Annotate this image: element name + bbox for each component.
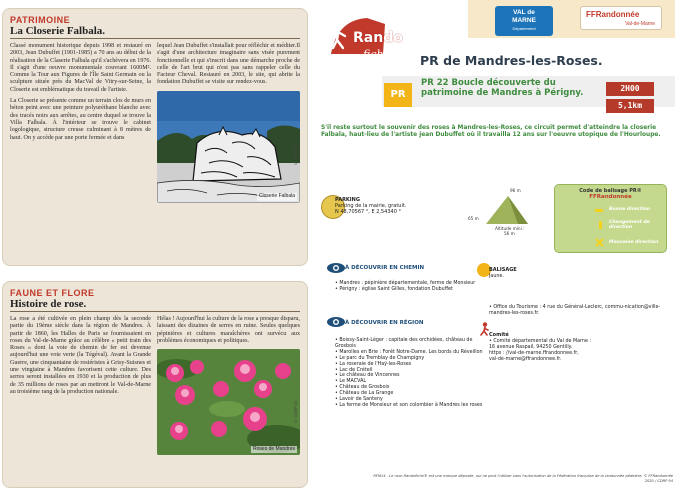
region-heading: À DÉCOUVRIR EN RÉGION xyxy=(345,320,424,326)
roses-photo xyxy=(157,349,300,455)
list-item: • La ferme de Monsieur et son colombier à Mandres les roses xyxy=(335,402,483,408)
comite-info xyxy=(489,333,669,363)
right-page xyxy=(313,0,675,492)
eye-icon xyxy=(326,316,346,328)
change-direction-mark xyxy=(599,221,602,229)
text-column xyxy=(157,43,300,203)
text-column xyxy=(10,316,151,455)
closerie-photo xyxy=(157,91,300,203)
faune-flore-box xyxy=(2,281,308,488)
section-title: La Closerie Falbala. xyxy=(10,25,300,39)
chemin-list xyxy=(335,281,480,293)
section-kicker: PATRIMOINE xyxy=(10,15,71,25)
patrimoine-box xyxy=(2,8,308,266)
comite-link[interactable]: https : //val-de-marne.ffrandonnee.fr, xyxy=(489,350,579,356)
tourisme-info: • Office du Tourisme : 4 rue du Général-Leclerc, commu-nication@ville-mandres-les-roses.fr. xyxy=(489,305,661,316)
chemin-heading: À DÉCOUVRIR EN CHEMIN xyxy=(345,265,425,271)
profile-alt-value: 56 m xyxy=(504,231,515,236)
elevation-profile xyxy=(468,186,538,236)
list-item: • Château de La Grange xyxy=(335,391,394,397)
photo-credit: © CDRP 94 xyxy=(292,142,298,166)
distance-badge: 5,1km xyxy=(606,99,654,113)
ffr-text: FFRandonnée xyxy=(586,10,640,19)
comite-heading: Comité xyxy=(489,332,509,338)
parking-info xyxy=(335,197,406,215)
parking-line: N 48,70567 °, E 2,54340 ° xyxy=(335,209,401,215)
list-item: • Périgny : église Saint Gilles, fondation Dubuffet xyxy=(335,286,453,292)
comite-line: 16 avenue Raspail, 94250 Gentilly. xyxy=(489,344,573,350)
profile-min-label: 65 m xyxy=(468,216,479,221)
legend-row: Bonne direction xyxy=(609,207,651,212)
legend-heading: Code de balisage PR® xyxy=(579,188,642,194)
logo-fiche-text: fiche xyxy=(363,48,391,61)
section-title: Histoire de rose. xyxy=(10,298,300,312)
photo-credit: © CDRP 94 xyxy=(292,401,298,425)
eye-icon xyxy=(326,262,346,274)
text-column xyxy=(10,43,151,203)
list-item: • Lac de Créteil xyxy=(335,367,373,373)
legal-footer: RFM14 - Le nom Randofiche® est une marque déposée, nul ne peut l'utiliser sans l'autorisation de la Fédération française de la randonnée pédestre. © FFRandonnée 2020 / CDRP 94 xyxy=(373,474,673,483)
roses-image xyxy=(157,349,300,455)
balisage-legend xyxy=(554,184,667,253)
paragraph: Hélas ! Aujourd'hui la culture de la rose a presque disparu, laissant des dizaines de serres en ruine. Seules quelques pépinières et cultures maraîchères ont survécu aux problèmes économiques et politiques. xyxy=(157,316,300,344)
paragraph: lequel Jean Dubuffet s'installait pour réfléchir et méditer.Il s'agit d'une architecture imaginaire sans visée purement fonctionnelle et qui s'inscrit dans une démarche proche de celle de l'art brut qui n'est pas sans rappeler celle du Facteur Cheval. Restauré en 2003, le site, qui abrite la fondation Dubuffet se visite sur rendez-vous. xyxy=(157,43,300,86)
photo-caption: Closerie Falbala xyxy=(258,193,295,200)
legend-row: Changement de direction xyxy=(609,220,650,230)
comite-line: • Comité départemental du Val de Marne : xyxy=(489,338,592,344)
parking-line: Parking de la mairie, gratuit. xyxy=(335,203,407,209)
photo-caption: Roses de Mandres xyxy=(253,445,295,452)
comite-email[interactable]: val-de-marne@ffrandonnee.fr. xyxy=(489,356,562,362)
left-page xyxy=(0,0,310,492)
region-list xyxy=(335,338,485,409)
text-column xyxy=(157,316,300,455)
list-item: • Le MACVAL xyxy=(335,379,367,385)
ffr-text: Val-de-Marne xyxy=(625,21,655,27)
profile-alt-label: Altitude mini : xyxy=(495,226,525,231)
parking-heading: PARKING xyxy=(335,197,360,203)
profile-max-label: 96 m xyxy=(510,188,521,193)
val-de-marne-logo xyxy=(495,6,553,36)
good-direction-mark xyxy=(595,209,603,212)
closerie-image xyxy=(157,91,300,203)
intro-text: S'il reste surtout le souvenir des roses à Mandres-les-Roses, ce circuit permet d'atteindre la closerie Falbala, haut-lieu de l'artiste jean Dubuffet où il travailla 12 ans sur l'oeuvre utopique de l'Hourloupe. xyxy=(321,125,661,139)
paragraph: La rose a été cultivée en plein champ dès la seconde partie du 19ème siècle dans la région de Mandres. À partir de 1860, les Halles de Paris se fournissaient en roses du Val-de-Marne grâce au célèbre « petit train des Roses » dont la voie de chemin de fer est devenue aujourd'hui une voie verte (la Tégéval). Avant la Grande Guerre, une cinquantaine de rosiéristes à Grisy-Suisnes et une vingtaine à Mandres favorisent cette culture. Des serres seront installées en 1930 et la production de plus de 35 millions de roses par an mettront le Val-de-Marne au troisième rang de la production nationale. xyxy=(10,316,151,395)
paragraph: La Closerie se présente comme un terrain clos de murs en béton peint avec une peinture polyuréthane blanche avec des tracés noirs aux arrêtes, au centre duquel se trouve la Villa Falbala. À l'intérieur se trouve le cabinet logologique, structure creuse culminant à 8 mètres de haut. On y accède par une porte fermée et dans xyxy=(10,98,151,141)
list-item: • Château de Grosbois xyxy=(335,385,390,391)
logo-rando-text: Rando xyxy=(353,30,403,46)
balisage-text: Jaune. xyxy=(489,273,504,279)
section-kicker: FAUNE ET FLORE xyxy=(10,288,95,298)
pr-badge: PR xyxy=(384,83,412,107)
wrong-direction-icon xyxy=(595,238,604,247)
legend-brand: FFRandonnée xyxy=(589,194,632,200)
ffrandonnee-logo xyxy=(580,6,662,30)
duration-badge: 2H00 xyxy=(606,82,654,96)
vdm-text: MARNE xyxy=(512,17,536,24)
list-item: • Mandres : pépinière départementale, ferme de Monsieur xyxy=(335,281,476,286)
legend-row: Mauvaise direction xyxy=(609,240,659,245)
randofiche-logo xyxy=(327,10,403,61)
list-item: • Boissy-Saint-Léger : capitale des orchidées, château de Grosbois xyxy=(335,338,473,349)
vdm-text: Département xyxy=(512,26,536,31)
route-title: PR de Mandres-les-Roses. xyxy=(420,53,603,68)
paragraph: Classé monument historique depuis 1998 et restauré en 2003, Jean Dubuffet (1901-1985) a 70 ans au début de la réalisation de la Claserie Falbala qu'il s'achèvera en 1976. Il s'agit d'une oeuvre monumentale couvrant 1600M². Comme la Tour aux Figures de l'Île Saint Germain ou la sculpture située près du MacVal de Vitry-sur-Seine, la Closerie est emblématique du travail de l'artiste. xyxy=(10,43,151,93)
list-item: • Le parc du Tremblay de Champigny xyxy=(335,355,425,361)
list-item: • Lavoir de Santeny xyxy=(335,397,383,403)
vdm-text: VAL de xyxy=(513,9,535,16)
route-subtitle: PR 22 Boucle découverte du patrimoine de Mandres à Périgny. xyxy=(421,78,584,98)
list-item: • La roseraie de l'Haÿ-les-Roses xyxy=(335,361,412,367)
balisage-info xyxy=(489,268,517,280)
list-item: • Le château de Vincennes xyxy=(335,373,400,379)
list-item: • Marolles en Brie : Forêt Notre-Dame. Les bords du Réveillon xyxy=(335,349,483,355)
balisage-heading: BALISAGE xyxy=(489,267,517,273)
